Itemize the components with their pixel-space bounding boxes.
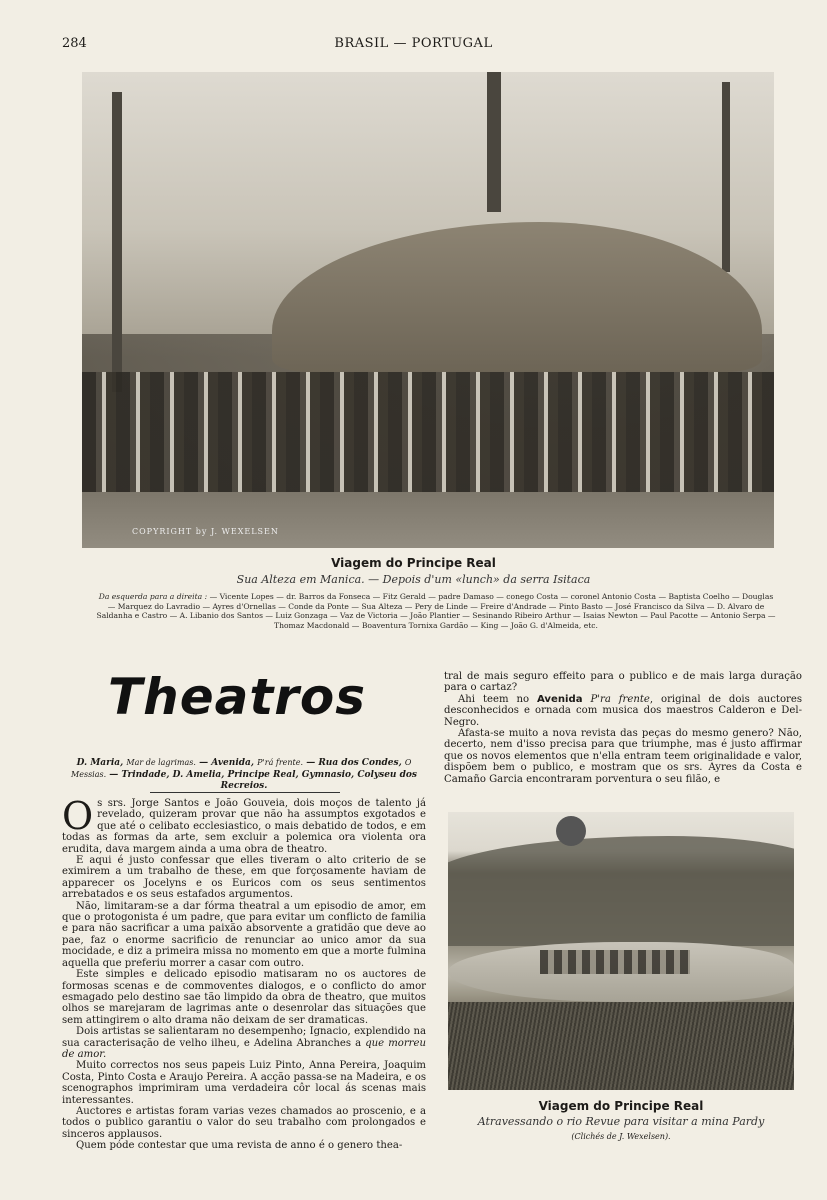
paragraph: E aqui é justo confessar que elles tiveram o alto criterio de se eximirem a um trabalho de these, em que forçosamente haviam de apparecer os Jocelyns e os Euricos com os seus sentimentos arrebatados e os seus estafados argumentos.	[62, 855, 426, 901]
summary-theatre-4: — Trindade, D. Amelia, Principe Real, Gymnasio, Colyseu dos Recreios.	[109, 770, 417, 791]
paragraph-italic: que morreu de amor.	[62, 1037, 426, 1060]
top-photo-caption-names	[96, 592, 776, 630]
paragraph: Quem póde contestar que uma revista de anno é o genero thea-	[76, 1140, 403, 1152]
article-left-column	[62, 794, 426, 1152]
bottom-photo-caption-title: Viagem do Principe Real	[538, 1099, 704, 1113]
caption-lead: Da esquerda para a direita :	[98, 592, 208, 601]
photo-credit: (Clichés de J. Wexelsen).	[571, 1132, 671, 1141]
summary-play-2: P'rá frente.	[257, 758, 304, 767]
paragraph: Este simples e delicado episodio matisaram no os auctores de formosas scenas e de commoventes dialogos, e o conflicto do amor esmagado pelo destino sae tão limpido da obra de theatro, que muitos olhos se marejaram de lagrimas ante o desenrolar das situações que sem attingirem o alto drama não deixam de ser dramaticas.	[62, 969, 426, 1026]
running-title: BRASIL — PORTUGAL	[334, 36, 493, 51]
article-right-column	[444, 671, 802, 785]
photo-copyright-mark: COPYRIGHT by J. WEXELSEN	[132, 527, 279, 536]
top-photo-caption-subtitle: Sua Alteza em Manica. — Depois d'um «lunch» da serra Isitaca	[236, 573, 591, 586]
page-number: 284	[62, 36, 87, 51]
paragraph: Não, limitaram-se a dar fórma theatral a um episodio de amor, em que o protogonista é um padre, que para evitar um conflicto de familia e para não sacrificar a uma paixão absorvente a gratidão que deve ao pae, faz o enorme sacrificio de renunciar ao unico amor da sua mocidade, e diz a primeira missa no momento em que a morte fulmina aquella que preferiu morrer a casar com outro.	[62, 900, 426, 969]
play-title: P'ra frente	[590, 693, 650, 705]
drop-cap: O	[62, 794, 94, 838]
summary-theatre-1: D. Maria,	[76, 758, 124, 768]
summary-theatre-3: — Rua dos Condes,	[306, 758, 402, 768]
bottom-photo-caption-subtitle: Atravessando o rio Revue para visitar a mina Pardy	[477, 1115, 765, 1128]
summary-divider	[150, 792, 340, 793]
summary-play-1: Mar de lagrimas.	[126, 758, 196, 767]
paragraph: Afasta-se muito a nova revista das peças do mesmo genero? Não, decerto, nem d'isso precisa para que triumphe, mas é justo affirmar que os novos elementos que n'ella entram teem originalidade e valor, dispõem bem o publico, e mostram que os srs. Ayres da Costa e Camaño Garcia encontraram porventura o seu filão, e	[444, 728, 802, 785]
paragraph-text: Ahi teem no	[458, 693, 530, 705]
theatre-name: Avenida	[536, 693, 583, 705]
top-photo-caption-title: Viagem do Principe Real	[331, 556, 496, 570]
paragraph	[62, 1026, 426, 1060]
paragraph: s srs. Jorge Santos e João Gouveia, dois moços de talento já revelado, quizeram provar que não ha assumptos exgotados e que até o celibato ecclesiastico, o mais debatido de todos, e em todas as formas da arte, sem excluir a polemica ora violenta ora erudita, dava margem ainda a uma obra de theatro.	[62, 798, 426, 855]
paragraph	[444, 694, 802, 728]
paragraph-text: Dois artistas se salientaram no desempenho; Ignacio, explendido na sua caracterisação de velho ilheu, e Adelina Abranches a	[62, 1026, 426, 1049]
paragraph: tral de mais seguro effeito para o publico e de mais larga duração para o cartaz?	[444, 671, 802, 694]
photo-expedition-group	[82, 72, 774, 548]
caption-name-list: — Vicente Lopes — dr. Barros da Fonseca — Fitz Gerald — padre Damaso — conego Costa — coronel Antonio Costa — Baptista Coelho — Douglas — Marquez do Lavradio — Ayres d'Ornellas — Conde da Ponte — Sua Alteza — Pery de Linde — Freire d'Andrade — Pinto Basto — José Francisco da Silva — D. Alvaro de Saldanha e Castro — A. Libanio dos Santos — Luiz Gonzaga — Vaz de Victoria — João Plantier — Sesinando Ribeiro Arthur — Isaias Newton — Paul Pacotte — Antonio Serpa — Thomaz Macdonald — Boaventura Tornixa Gardão — King — João G. d'Almeida, etc.	[96, 592, 776, 630]
summary-theatre-2: — Avenida,	[199, 758, 255, 768]
photo-river-crossing	[448, 812, 794, 1090]
paragraph: Auctores e artistas foram varias vezes chamados ao proscenio, e a todos o publico garantiu o valor do seu trabalho com prolongados e sinceros applausos.	[62, 1105, 426, 1140]
section-title: Theatros	[108, 668, 367, 726]
paragraph: Muito correctos nos seus papeis Luiz Pinto, Anna Pereira, Joaquim Costa, Pinto Costa e Araujo Pereira. A acção passa-se na Madeira, e os scenographos imprimiram uma verdadeira côr local ás scenas mais interessantes.	[62, 1060, 426, 1106]
paragraph-text: , original de dois auctores desconhecidos e ornada com musica dos maestros Calderon e Del-Negro.	[444, 693, 803, 728]
summary-play-3: O Messias.	[71, 758, 412, 779]
section-summary	[62, 757, 426, 792]
